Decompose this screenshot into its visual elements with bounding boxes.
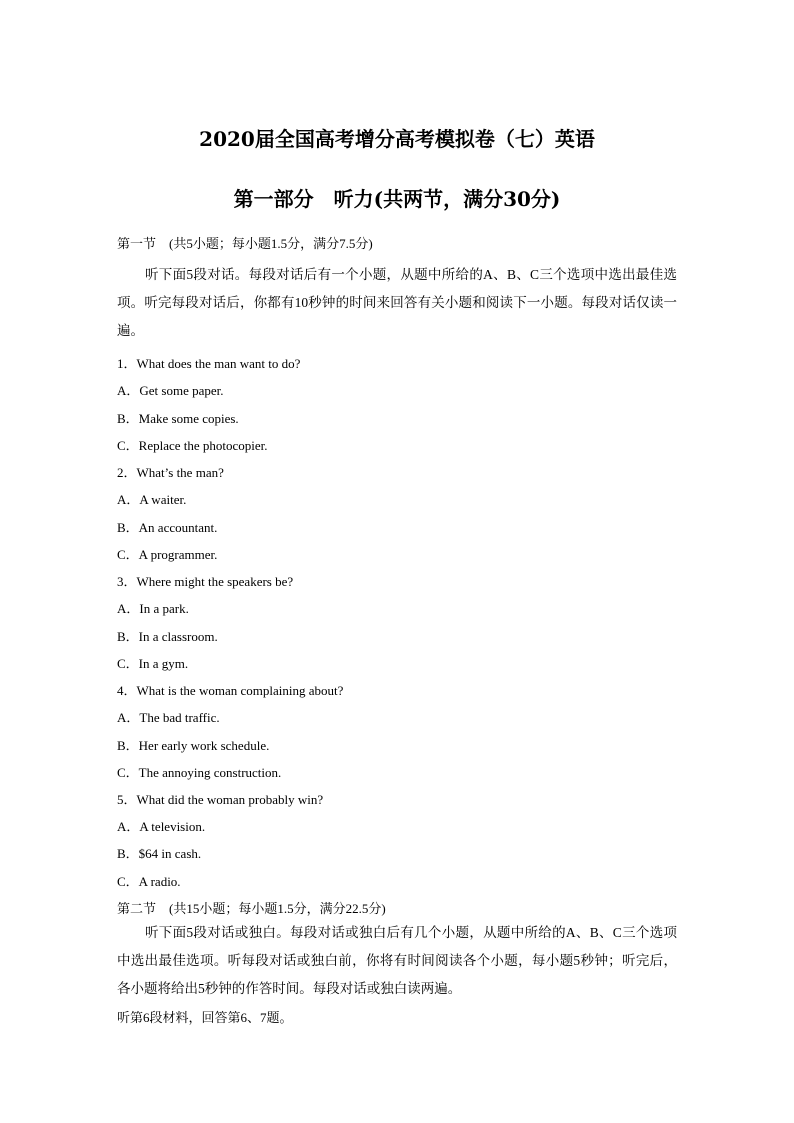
q3-option-a: A．In a park.: [117, 601, 189, 616]
question-2: 2．What’s the man?: [117, 465, 224, 480]
section1-instructions: 听下面5段对话。每段对话后有一个小题，从题中所给的A、B、C三个选项中选出最佳选项。听完每段对话后，你都有10秒钟的时间来回答有关小题和阅读下一小题。每段对话仅读一遍。: [117, 267, 677, 338]
q3-option-c: C．In a gym.: [117, 656, 189, 671]
q4-option-a: A．The bad traffic.: [117, 710, 220, 725]
q1-option-c: C．Replace the photocopier.: [117, 438, 268, 453]
question-1: 1．What does the man want to do?: [117, 356, 301, 371]
section2-instructions: 听下面5段对话或独白。每段对话或独白后有几个小题，从题中所给的A、B、C三个选项中选出最佳选项。听每段对话或独白前，你将有时间阅读各个小题，每小题5秒钟；听完后，各小题将给出5秒钟的作答时间。每段对话或独白读两遍。: [117, 925, 677, 996]
q3-option-b: B．In a classroom.: [117, 629, 218, 644]
question-3: 3．Where might the speakers be?: [117, 574, 294, 589]
q2-option-a: A．A waiter.: [117, 492, 187, 507]
q5-option-c: C．A radio.: [117, 874, 181, 889]
q1-option-b: B．Make some copies.: [117, 411, 239, 426]
question-5: 5．What did the woman probably win?: [117, 792, 324, 807]
section1-heading: 第一节 (共5小题；每小题1.5分，满分7.5分): [117, 236, 373, 251]
q2-option-c: C．A programmer.: [117, 547, 218, 562]
material-note: 听第6段材料，回答第6、7题。: [117, 1010, 293, 1025]
question-4: 4．What is the woman complaining about?: [117, 683, 344, 698]
q1-option-a: A．Get some paper.: [117, 383, 224, 398]
part-heading: 第一部分 听力(共两节，满分30分): [233, 187, 561, 211]
q4-option-b: B．Her early work schedule.: [117, 738, 270, 753]
q5-option-a: A．A television.: [117, 819, 206, 834]
exam-title: 2020届全国高考增分高考模拟卷（七）英语: [199, 127, 595, 151]
section2-heading: 第二节 (共15小题；每小题1.5分，满分22.5分): [117, 901, 386, 916]
q4-option-c: C．The annoying construction.: [117, 765, 282, 780]
q2-option-b: B．An accountant.: [117, 520, 218, 535]
q5-option-b: B．$64 in cash.: [117, 846, 202, 861]
